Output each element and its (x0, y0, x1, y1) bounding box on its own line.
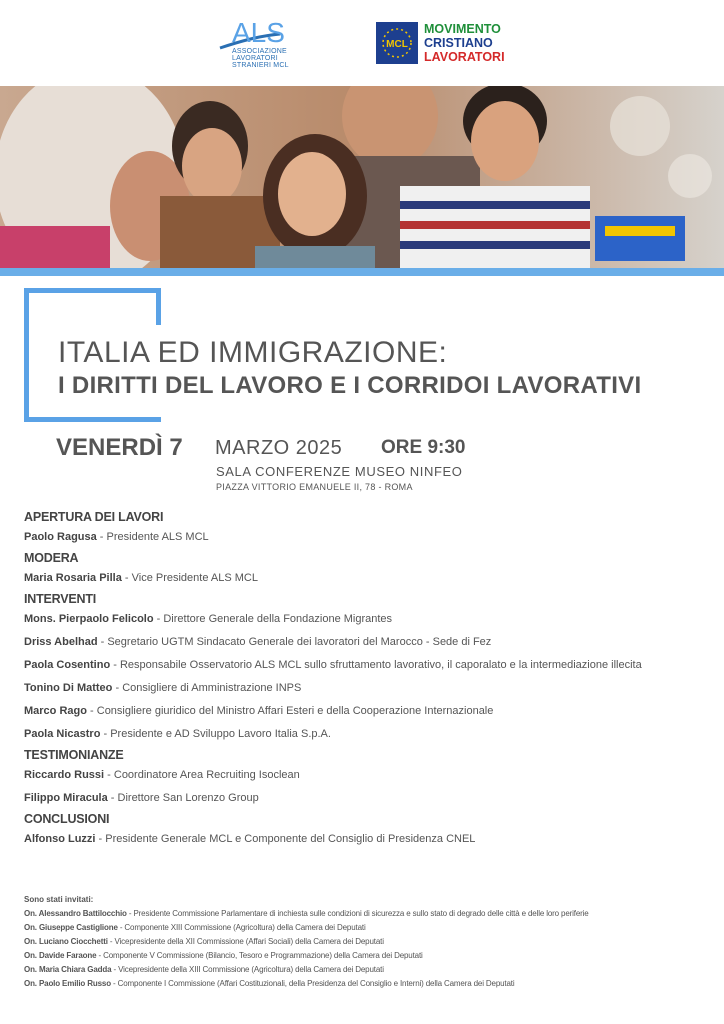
speaker-name: Driss Abelhad (24, 636, 98, 648)
mcl-badge-text: MCL (386, 39, 408, 50)
mcl-logo (376, 22, 526, 68)
invited-role: Vicepresidente della XIII Commissione (Agricoltura) della Camera dei Deputati (118, 965, 384, 974)
mcl-wordmark (424, 22, 505, 64)
speaker-row: Paola Nicastro - Presidente e AD Sviluppo Lavoro Italia S.p.A. (24, 728, 331, 740)
mcl-line: LAVORATORI (424, 50, 505, 64)
mcl-badge-icon (376, 22, 418, 64)
speaker-row: Marco Rago - Consigliere giuridico del Ministro Affari Esteri e della Cooperazione Internazionale (24, 705, 494, 717)
section-heading: TESTIMONIANZE (24, 748, 124, 762)
event-month-year: MARZO 2025 (215, 437, 343, 459)
speaker-row: Paolo Ragusa - Presidente ALS MCL (24, 531, 209, 543)
speaker-role: Presidente Generale MCL e Componente del Consiglio di Presidenza CNEL (105, 833, 476, 845)
invited-name: On. Davide Faraone (24, 951, 97, 960)
invited-role: Vicepresidente della XII Commissione (Affari Sociali) della Camera dei Deputati (114, 937, 384, 946)
speaker-name: Mons. Pierpaolo Felicolo (24, 613, 154, 625)
speaker-name: Filippo Miracula (24, 792, 108, 804)
event-title: ITALIA ED IMMIGRAZIONE: (58, 336, 448, 369)
als-line: LAVORATORI (232, 55, 278, 62)
invited-list (24, 893, 714, 991)
speaker-role: Direttore San Lorenzo Group (117, 792, 259, 804)
invited-row: On. Paolo Emilio Russo - Componente I Commissione (Affari Costituzionali, della Presidenza del Consiglio e Interni) della Camera dei Deputati (24, 979, 515, 988)
invited-role: Componente XIII Commissione (Agricoltura) della Camera dei Deputati (124, 923, 366, 932)
speaker-row: Paola Cosentino - Responsabile Osservatorio ALS MCL sullo sfruttamento lavorativo, il caporalato e la intermediazione illecita (24, 659, 642, 671)
speaker-row: Maria Rosaria Pilla - Vice Presidente ALS MCL (24, 572, 258, 584)
speaker-name: Paolo Ragusa (24, 531, 97, 543)
invited-row: On. Luciano Ciocchetti - Vicepresidente della XII Commissione (Affari Sociali) della Camera dei Deputati (24, 937, 384, 946)
speaker-row: Alfonso Luzzi - Presidente Generale MCL e Componente del Consiglio di Presidenza CNEL (24, 833, 476, 845)
speaker-name: Marco Rago (24, 705, 87, 717)
speaker-role: Segretario UGTM Sindacato Generale dei lavoratori del Marocco - Sede di Fez (107, 636, 492, 648)
event-day: VENERDÌ 7 (56, 434, 183, 461)
speaker-role: Presidente e AD Sviluppo Lavoro Italia S.p.A. (110, 728, 331, 740)
invited-name: On. Maria Chiara Gadda (24, 965, 112, 974)
family-photo-illustration (0, 86, 724, 270)
mcl-line: CRISTIANO (424, 36, 493, 50)
speaker-name: Alfonso Luzzi (24, 833, 96, 845)
event-time: ORE 9:30 (381, 437, 466, 458)
als-line: STRANIERI MCL (232, 62, 289, 69)
speaker-name: Tonino Di Matteo (24, 682, 113, 694)
speaker-role: Responsabile Osservatorio ALS MCL sullo sfruttamento lavorativo, il caporalato e la intermediazione illecita (119, 659, 642, 671)
invited-row: On. Davide Faraone - Componente V Commissione (Bilancio, Tesoro e Programmazione) della Camera dei Deputati (24, 951, 423, 960)
title-frame-right (156, 288, 161, 325)
invited-role: Componente V Commissione (Bilancio, Tesoro e Programmazione) della Camera dei Deputati (103, 951, 423, 960)
als-logo-word: ALS (232, 17, 285, 48)
section-heading: CONCLUSIONI (24, 812, 110, 826)
speaker-role: Consigliere di Amministrazione INPS (122, 682, 302, 694)
invited-row: On. Alessandro Battilocchio - Presidente Commissione Parlamentare di inchiesta sulle condizioni di sicurezza e sullo stato di degrado delle città e delle loro periferie (24, 909, 589, 918)
event-address: PIAZZA VITTORIO EMANUELE II, 78 - ROMA (216, 482, 413, 492)
program (24, 508, 714, 851)
invited-row: On. Giuseppe Castiglione - Componente XIII Commissione (Agricoltura) della Camera dei Deputati (24, 923, 366, 932)
speaker-role: Consigliere giuridico del Ministro Affari Esteri e della Cooperazione Internazionale (96, 705, 494, 717)
speaker-row: Mons. Pierpaolo Felicolo - Direttore Generale della Fondazione Migrantes (24, 613, 393, 625)
invited-role: Presidente Commissione Parlamentare di inchiesta sulle condizioni di sicurezza e sullo stato di degrado delle città e delle loro periferie (133, 909, 589, 918)
speaker-role: Presidente ALS MCL (106, 531, 209, 543)
invited-row: On. Maria Chiara Gadda - Vicepresidente della XIII Commissione (Agricoltura) della Camera dei Deputati (24, 965, 384, 974)
als-logo-text (232, 48, 289, 69)
invited-heading: Sono stati invitati: (24, 895, 94, 904)
speaker-name: Maria Rosaria Pilla (24, 572, 122, 584)
mcl-badge (376, 22, 418, 64)
title-frame-bottom (24, 417, 161, 422)
speaker-row: Tonino Di Matteo - Consigliere di Amministrazione INPS (24, 682, 302, 694)
mcl-line: MOVIMENTO (424, 22, 501, 36)
accent-band (0, 268, 724, 276)
family-photo (0, 86, 724, 270)
invited-name: On. Giuseppe Castiglione (24, 923, 118, 932)
event-venue: SALA CONFERENZE MUSEO NINFEO (216, 464, 463, 479)
invited-name: On. Alessandro Battilocchio (24, 909, 127, 918)
speaker-role: Direttore Generale della Fondazione Migrantes (163, 613, 393, 625)
speaker-name: Riccardo Russi (24, 769, 105, 781)
speaker-role: Coordinatore Area Recruiting Isoclean (113, 769, 300, 781)
speaker-row: Driss Abelhad - Segretario UGTM Sindacato Generale dei lavoratori del Marocco - Sede di Fez (24, 636, 492, 648)
speaker-name: Paola Nicastro (24, 728, 101, 740)
als-logo (218, 14, 308, 76)
event-subtitle: I DIRITTI DEL LAVORO E I CORRIDOI LAVORATIVI (58, 372, 642, 399)
section-heading: APERTURA DEI LAVORI (24, 510, 164, 524)
invited-role: Componente I Commissione (Affari Costituzionali, della Presidenza del Consiglio e Interni) della Camera dei Deputati (117, 979, 515, 988)
invited-name: On. Luciano Ciocchetti (24, 937, 108, 946)
title-frame-top (24, 288, 161, 293)
section-heading: MODERA (24, 551, 79, 565)
speaker-row: Riccardo Russi - Coordinatore Area Recruiting Isoclean (24, 769, 300, 781)
title-frame-left (24, 288, 29, 422)
als-line: ASSOCIAZIONE (232, 48, 287, 55)
invited-name: On. Paolo Emilio Russo (24, 979, 111, 988)
speaker-role: Vice Presidente ALS MCL (131, 572, 258, 584)
header (0, 0, 724, 86)
speaker-row: Filippo Miracula - Direttore San Lorenzo Group (24, 792, 259, 804)
speaker-name: Paola Cosentino (24, 659, 111, 671)
section-heading: INTERVENTI (24, 592, 97, 606)
